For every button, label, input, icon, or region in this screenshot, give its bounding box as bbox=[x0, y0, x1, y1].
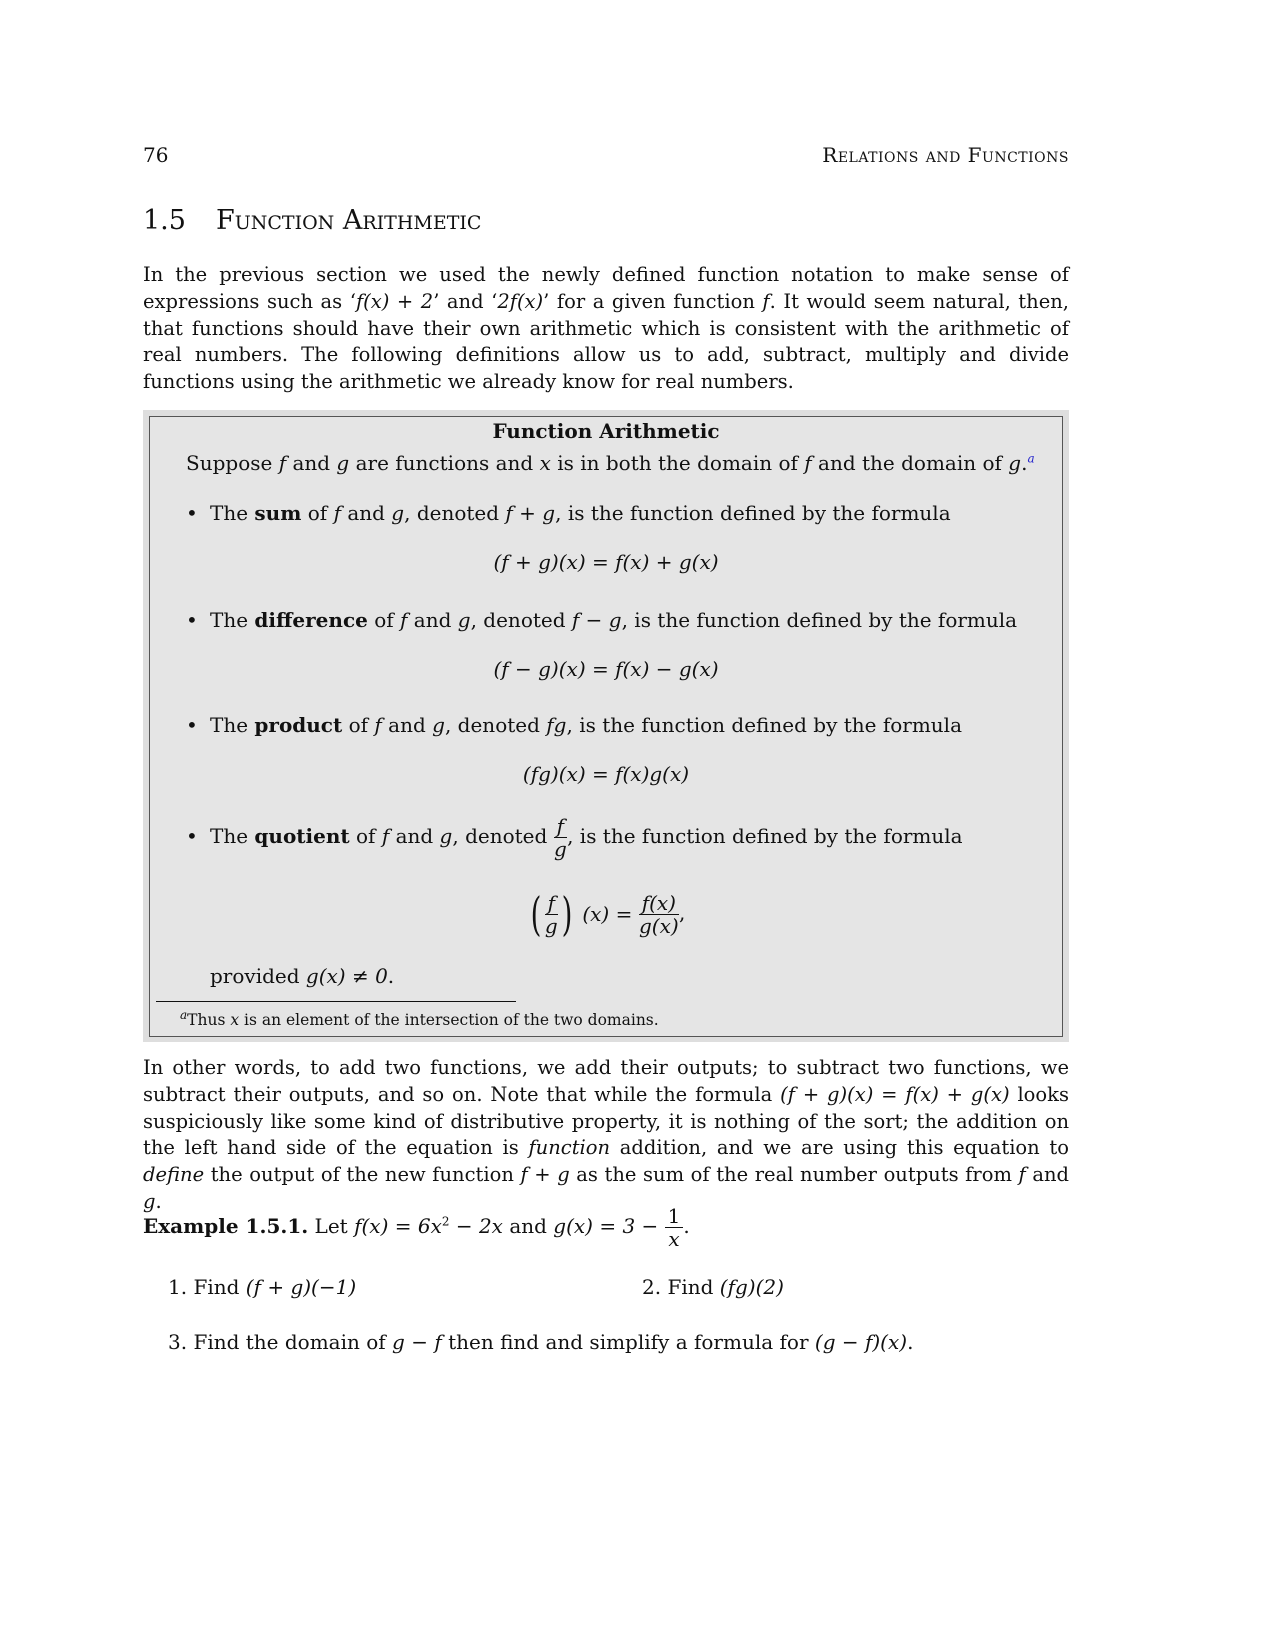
inline-math: x bbox=[230, 1011, 240, 1030]
text-run: of bbox=[301, 501, 334, 525]
section-number: 1.5 bbox=[143, 205, 186, 236]
text-run: , denoted bbox=[444, 713, 547, 737]
inline-math: (f + g)(x) = f(x) + g(x) bbox=[780, 1082, 1010, 1106]
text-run: and bbox=[286, 451, 337, 475]
text-run: and bbox=[340, 501, 392, 525]
inline-math: f(x) = 6x bbox=[354, 1214, 442, 1238]
text-run: and the domain of bbox=[811, 451, 1009, 475]
inline-math: f bbox=[278, 451, 287, 475]
footnote-text bbox=[187, 1011, 659, 1029]
quotient-definition: • The quotient of f and g, denoted $\frac{f}{g}$ , is the function defined by the formula bbox=[186, 814, 963, 861]
inline-math: (f + g)(−1) bbox=[245, 1275, 357, 1299]
text-run: are functions and bbox=[349, 451, 540, 475]
inline-math: f bbox=[804, 451, 812, 475]
example-item-3 bbox=[168, 1330, 913, 1354]
footnote bbox=[180, 1008, 659, 1029]
footnote-mark[interactable]: a bbox=[1027, 451, 1035, 466]
section-title: Function Arithmetic bbox=[216, 205, 482, 236]
formula-comma: , bbox=[678, 900, 686, 925]
text-run: provided bbox=[210, 964, 306, 988]
sum-definition: • The sum of f and g, denoted f + g, is the function defined by the formula bbox=[186, 501, 951, 525]
inline-math: f bbox=[381, 824, 390, 848]
difference-text bbox=[210, 608, 1017, 632]
definition-box bbox=[149, 416, 1063, 1037]
text-run: The bbox=[210, 608, 255, 632]
text-run: ’ for a given function bbox=[543, 289, 763, 313]
inline-math: f bbox=[762, 289, 770, 313]
formula-numerator: f bbox=[545, 892, 558, 915]
exponent: 2 bbox=[441, 1214, 450, 1229]
text-run: . bbox=[387, 964, 395, 988]
text-run: Let bbox=[308, 1214, 355, 1238]
emphasis: function bbox=[528, 1136, 611, 1160]
f-over-g-fraction bbox=[554, 815, 567, 860]
text-run: . bbox=[1021, 451, 1028, 475]
formula-denominator: g bbox=[544, 913, 558, 938]
explanation-paragraph bbox=[143, 1055, 1069, 1216]
fraction-denominator: g bbox=[553, 837, 567, 861]
bold-term: sum bbox=[254, 501, 302, 525]
text-run: looks suspiciously like some kind of distributive property, it is nothing of the sort; the addition on the left hand side of the equation is bbox=[143, 1082, 1069, 1160]
fraction-numerator: f bbox=[554, 815, 567, 838]
inline-math: g − f bbox=[392, 1330, 442, 1354]
page-number: 76 bbox=[143, 143, 169, 167]
difference-definition: • The difference of f and g, denoted f − g, is the function defined by the formula bbox=[186, 608, 1018, 632]
example-label: Example 1.5.1. bbox=[143, 1214, 309, 1238]
example-statement: Example 1.5.1. Let $f(x) = 6x^2 - 2x$ and g(x) = 3 − $\frac{1}{x}$ . bbox=[143, 1204, 690, 1251]
inline-math: g bbox=[143, 1189, 156, 1213]
sum-text bbox=[210, 501, 951, 525]
example-text bbox=[308, 1214, 658, 1238]
rhs-denominator: g(x) bbox=[638, 913, 679, 938]
provided-clause bbox=[210, 964, 394, 988]
text-run: and bbox=[1025, 1163, 1070, 1187]
text-run: then find and simplify a formula for bbox=[441, 1330, 815, 1354]
inline-math: g bbox=[336, 451, 350, 475]
text-run: is an element of the intersection of the two domains. bbox=[239, 1011, 659, 1030]
product-definition: • The product of f and g, denoted fg, is the function defined by the formula bbox=[186, 713, 963, 737]
inline-math: g bbox=[1008, 451, 1022, 475]
text-run: and bbox=[389, 824, 440, 848]
inline-math: g(x) = 3 − bbox=[553, 1214, 659, 1238]
fraction-denominator: x bbox=[668, 1227, 680, 1251]
text-run: 2. Find bbox=[642, 1275, 720, 1299]
text-run: , is the function defined by the formula bbox=[555, 501, 951, 525]
product-text bbox=[210, 713, 962, 737]
difference-formula: (f − g)(x) = f(x) − g(x) bbox=[493, 657, 719, 681]
example-item-2 bbox=[642, 1275, 784, 1299]
text-run: ’ and ‘ bbox=[433, 289, 498, 313]
text-run: . bbox=[155, 1189, 162, 1213]
inline-math: 2f(x) bbox=[497, 289, 544, 313]
text-run: In the previous section we used the newly defined function notation to make sense of expressions such as ‘ bbox=[143, 263, 1069, 313]
text-run: of bbox=[367, 608, 401, 632]
text-run: addition, and we are using this equation to bbox=[610, 1136, 1069, 1160]
text-run: , is the function defined by the formula bbox=[566, 713, 963, 737]
text-run: . bbox=[907, 1330, 914, 1354]
inline-math: f bbox=[333, 501, 341, 525]
left-paren: ( bbox=[530, 887, 542, 941]
text-run: and bbox=[407, 608, 458, 632]
inline-math: f bbox=[1018, 1163, 1026, 1187]
text-run: , is the function defined by the formula bbox=[621, 608, 1018, 632]
bold-term: quotient bbox=[254, 824, 350, 848]
inline-math: (g − f)(x) bbox=[814, 1330, 908, 1354]
text-run: 1. Find bbox=[168, 1275, 246, 1299]
text-run: 3. Find the domain of bbox=[168, 1330, 393, 1354]
sum-formula: (f + g)(x) = f(x) + g(x) bbox=[493, 550, 719, 574]
intro-paragraph bbox=[143, 262, 1069, 396]
inline-math: f bbox=[374, 713, 382, 737]
text-run: . It would seem natural, then, that functions should have their own arithmetic which is consistent with the arithmetic of real numbers. The following definitions allow us to add, subtract, multiply and divide functions using the arithmetic we already know for real numbers. bbox=[143, 289, 1069, 394]
inline-math: f bbox=[400, 608, 408, 632]
formula-middle: (x) = bbox=[582, 902, 633, 926]
text-run: and bbox=[502, 1214, 554, 1238]
right-paren: ) bbox=[561, 887, 573, 941]
text-run: of bbox=[349, 824, 382, 848]
inline-math: g bbox=[439, 824, 453, 848]
inline-math: f + g bbox=[505, 501, 556, 525]
footnote-label: a bbox=[180, 1008, 188, 1022]
inline-math: f(x) + 2 bbox=[355, 289, 434, 313]
quotient-tail: , is the function defined by the formula bbox=[567, 824, 963, 848]
inline-math: fg bbox=[546, 713, 567, 737]
rhs-numerator: f(x) bbox=[639, 892, 679, 915]
product-formula: (fg)(x) = f(x)g(x) bbox=[522, 762, 690, 786]
quotient-text bbox=[210, 824, 554, 848]
box-intro bbox=[186, 451, 1035, 475]
text-run: The bbox=[210, 824, 255, 848]
bold-term: product bbox=[254, 713, 343, 737]
one-over-x-fraction bbox=[665, 1205, 684, 1250]
inline-math: f + g bbox=[520, 1163, 570, 1187]
running-title: Relations and Functions bbox=[822, 143, 1069, 167]
text-run: In other words, to add two functions, we add their outputs; to subtract two functions, we subtract their outputs, and so on. Note that while the formula bbox=[143, 1056, 1069, 1106]
inline-math: g bbox=[457, 608, 471, 632]
text-run: the output of the new function bbox=[204, 1163, 521, 1187]
text-run: , denoted bbox=[404, 501, 506, 525]
inline-math: f − g bbox=[571, 608, 622, 632]
text-run: and bbox=[381, 713, 433, 737]
text-run: , denoted bbox=[452, 824, 554, 848]
inline-math: x bbox=[539, 451, 551, 475]
inline-math: g(x) ≠ 0 bbox=[305, 964, 388, 988]
inline-math: g bbox=[391, 501, 405, 525]
text-run: The bbox=[210, 713, 255, 737]
text-run: is in both the domain of bbox=[550, 451, 805, 475]
footnote-rule bbox=[156, 1001, 516, 1002]
section-heading bbox=[143, 205, 481, 236]
text-run: Suppose bbox=[186, 451, 279, 475]
suppose-text bbox=[186, 451, 1027, 475]
text-run: Thus bbox=[187, 1011, 231, 1030]
text-run: , denoted bbox=[470, 608, 572, 632]
inline-math: − 2x bbox=[449, 1214, 503, 1238]
inline-math: (fg)(2) bbox=[719, 1275, 784, 1299]
text-run: The bbox=[210, 501, 255, 525]
bold-term: difference bbox=[254, 608, 368, 632]
inline-math: g bbox=[432, 713, 445, 737]
box-title: Function Arithmetic bbox=[492, 419, 720, 443]
quotient-formula bbox=[150, 887, 1062, 941]
text-run: of bbox=[342, 713, 375, 737]
fraction-numerator: 1 bbox=[665, 1205, 684, 1228]
emphasis: define bbox=[143, 1163, 205, 1187]
text-run: as the sum of the real number outputs from bbox=[569, 1163, 1019, 1187]
example-item-1 bbox=[168, 1275, 356, 1299]
